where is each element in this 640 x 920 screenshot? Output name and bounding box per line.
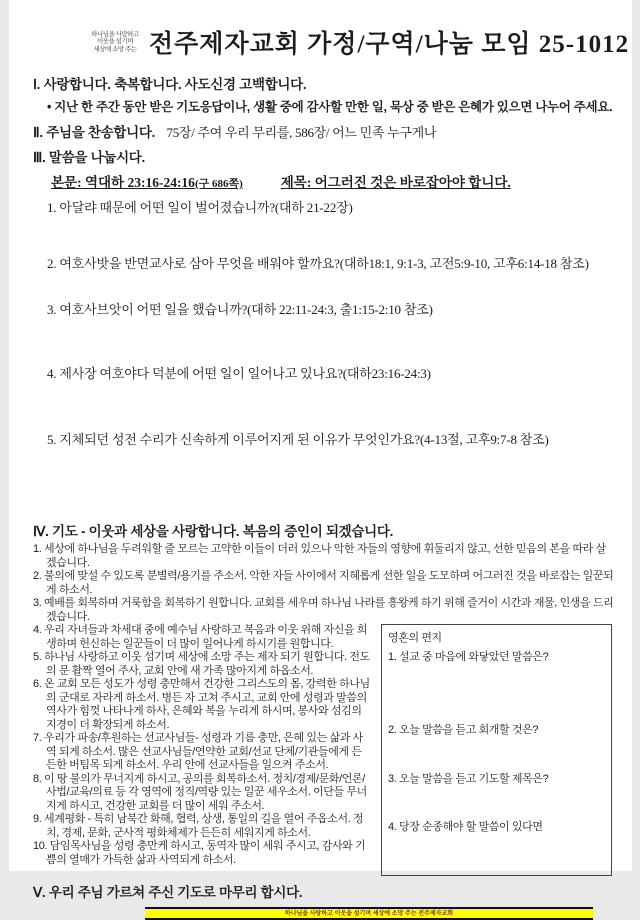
soul-letter-title: 영혼의 편지	[388, 632, 442, 644]
section-heading-closing: Ⅴ. 우리 주님 가르쳐 주신 기도로 마무리 합시다.	[33, 885, 303, 900]
soul-letter-item-2: 2. 오늘 말씀을 듣고 회개할 것은?	[388, 724, 539, 736]
handout-sheet	[9, 0, 632, 917]
footer-banner-text: 하나님을 사랑하고 이웃을 섬기며 세상에 소망 주는 전주제자교회	[284, 910, 454, 917]
prayer-item-10: 10. 담임목사님을 성령 충만케 하시고, 동역자 많이 세워 주시고, 감사와 기쁨의 열매가 가득한 삶과 사역되게 하소서.	[33, 840, 366, 866]
page-title: 전주제자교회 가정/구역/나눔 모임 25-1012	[149, 31, 630, 58]
soul-letter-box	[381, 624, 612, 876]
logo-line-2: 이웃을 섬기며	[97, 38, 133, 46]
church-logo-text	[83, 31, 147, 54]
prayer-item-7: 7. 우리가 파송/후원하는 선교사님들- 성령과 기름 충만, 은혜 있는 삶과 사역 되게 하소서. 많은 선교사님들/연약한 교회/선교 단체/기관들에게 든든한 버팀목 되게 하소서. 우리 안에 선교사들을 일으켜 주소서.	[33, 732, 363, 771]
prayer-item-2: 2. 불의에 맞설 수 있도록 분별력/용기를 주소서. 악한 자들 사이에서 지혜롭게 선한 일을 도모하며 어그러진 것을 바로잡는 일꾼되게 하소서.	[33, 570, 614, 596]
sharing-note	[47, 97, 616, 115]
question-item-1: 1. 아달랴 때문에 어떤 일이 벌어졌습니까?(대하 21-22장)	[47, 200, 353, 215]
prayer-item-1: 1. 세상에 하나님을 두려워할 줄 모르는 고약한 이들이 더러 있으나 악한 자들의 영향에 휘둘리지 않고, 선한 믿음의 본을 따라 살겠습니다.	[33, 543, 606, 569]
section-heading-love: Ⅰ. 사랑합니다. 축복합니다. 사도신경 고백합니다.	[33, 77, 307, 92]
hymn-numbers: 75장/ 주여 우리 무리를, 586장/ 어느 민족 누구게나	[166, 125, 437, 140]
passage-reference: 본문: 역대하 23:16-24:16(구 686쪽)	[51, 175, 243, 190]
question-item-4: 4. 제사장 여호야다 덕분에 어떤 일이 일어나고 있나요?(대하23:16-24:3)	[47, 366, 431, 381]
question-item-5: 5. 지체되던 성전 수리가 신속하게 이루어지게 된 이유가 무엇인가요?(4-13절, 고후9:7-8 참조)	[47, 432, 549, 447]
passage-page-number: (구 686쪽)	[194, 178, 243, 190]
prayer-columns	[33, 624, 616, 876]
section-heading-praise	[33, 121, 616, 141]
prayer-item-5: 5. 하나님 사랑하고 이웃 섬기며 세상에 소망 주는 제자 되기 원합니다. 전도의 문 활짝 열어 주사, 교회 안에 새 가족 많아지게 하옵소서.	[33, 651, 370, 677]
sermon-title: 제목: 어그러진 것은 바로잡아야 합니다.	[280, 175, 511, 190]
praise-heading-text: Ⅱ. 주님을 찬송합니다.	[33, 125, 156, 140]
prayer-item-6: 6. 온 교회 모든 성도가 성령 충만해서 건강한 그리스도의 몸, 강력한 하나님의 군대로 자라게 하소서. 병든 자 고쳐 주시고, 교회 안에 성령과 말씀의 역사가 힘껏 나타나게 하사, 은혜와 복을 누리게 하시며, 봉사와 섬김의 지경이 더 확장되게 하소서.	[33, 678, 370, 731]
soul-letter-item-3: 3. 오늘 말씀을 듣고 기도할 제목은?	[388, 773, 549, 785]
prayer-item-3: 3. 예배를 회복하며 거룩함을 회복하기 원합니다. 교회를 세우며 하나님 나라를 흥왕케 하기 위해 즐거이 시간과 재물, 인생을 드리겠습니다.	[33, 597, 614, 623]
prayer-list-side	[33, 624, 371, 876]
document-header	[83, 24, 630, 60]
prayer-list-full	[33, 543, 616, 624]
soul-letter-item-1: 1. 설교 중 마음에 와닿았던 말씀은?	[388, 651, 549, 663]
question-item-2: 2. 여호사밧을 반면교사로 삼아 무엇을 배워야 할까요?(대하18:1, 9:1-3, 고전5:9-10, 고후6:14-18 참조)	[47, 256, 589, 271]
question-item-3: 3. 여호사브앗이 어떤 일을 했습니까?(대하 22:11-24:3, 출1:15-2:10 참조)	[47, 302, 433, 317]
section-heading-prayer: Ⅳ. 기도 - 이웃과 세상을 사랑합니다. 복음의 증인이 되겠습니다.	[33, 524, 394, 539]
bullet-icon: •	[47, 100, 52, 114]
prayer-item-9: 9. 세계평화 - 특히 남북간 화해, 협력, 상생, 통일의 길을 열어 주옵소서. 정치, 경제, 문화, 군사적 평화체제가 든든히 세워지게 하소서.	[33, 813, 364, 839]
prayer-item-4: 4. 우리 자녀들과 차세대 중에 예수님 사랑하고 복음과 이웃 위해 자신을 희생하며 헌신하는 일꾼들이 더 많이 일어나게 하시기를 원합니다.	[33, 624, 368, 650]
footer-banner	[145, 907, 593, 920]
soul-letter-item-4: 4. 당장 순종해야 할 말씀이 있다면	[388, 821, 543, 833]
logo-line-1: 하나님을 사랑하고	[91, 30, 139, 38]
scripture-line	[51, 171, 616, 191]
sharing-note-text: 지난 한 주간 동안 받은 기도응답이나, 생활 중에 감사할 만한 일, 묵상 중 받은 은혜가 있으면 나누어 주세요.	[54, 100, 613, 114]
prayer-item-8: 8. 이 땅 불의가 무너지게 하시고, 공의를 회복하소서. 정치/경제/문화/언론/사법/교육/의료 등 각 영역에 정직/역량 있는 일꾼 세우소서. 이단들 무너지게 하시고, 건강한 교회를 더 많이 세워 주소서.	[33, 772, 367, 812]
section-heading-word: Ⅲ. 말씀을 나눕시다.	[33, 150, 145, 165]
logo-line-3: 세상에 소망 주는	[93, 45, 137, 53]
